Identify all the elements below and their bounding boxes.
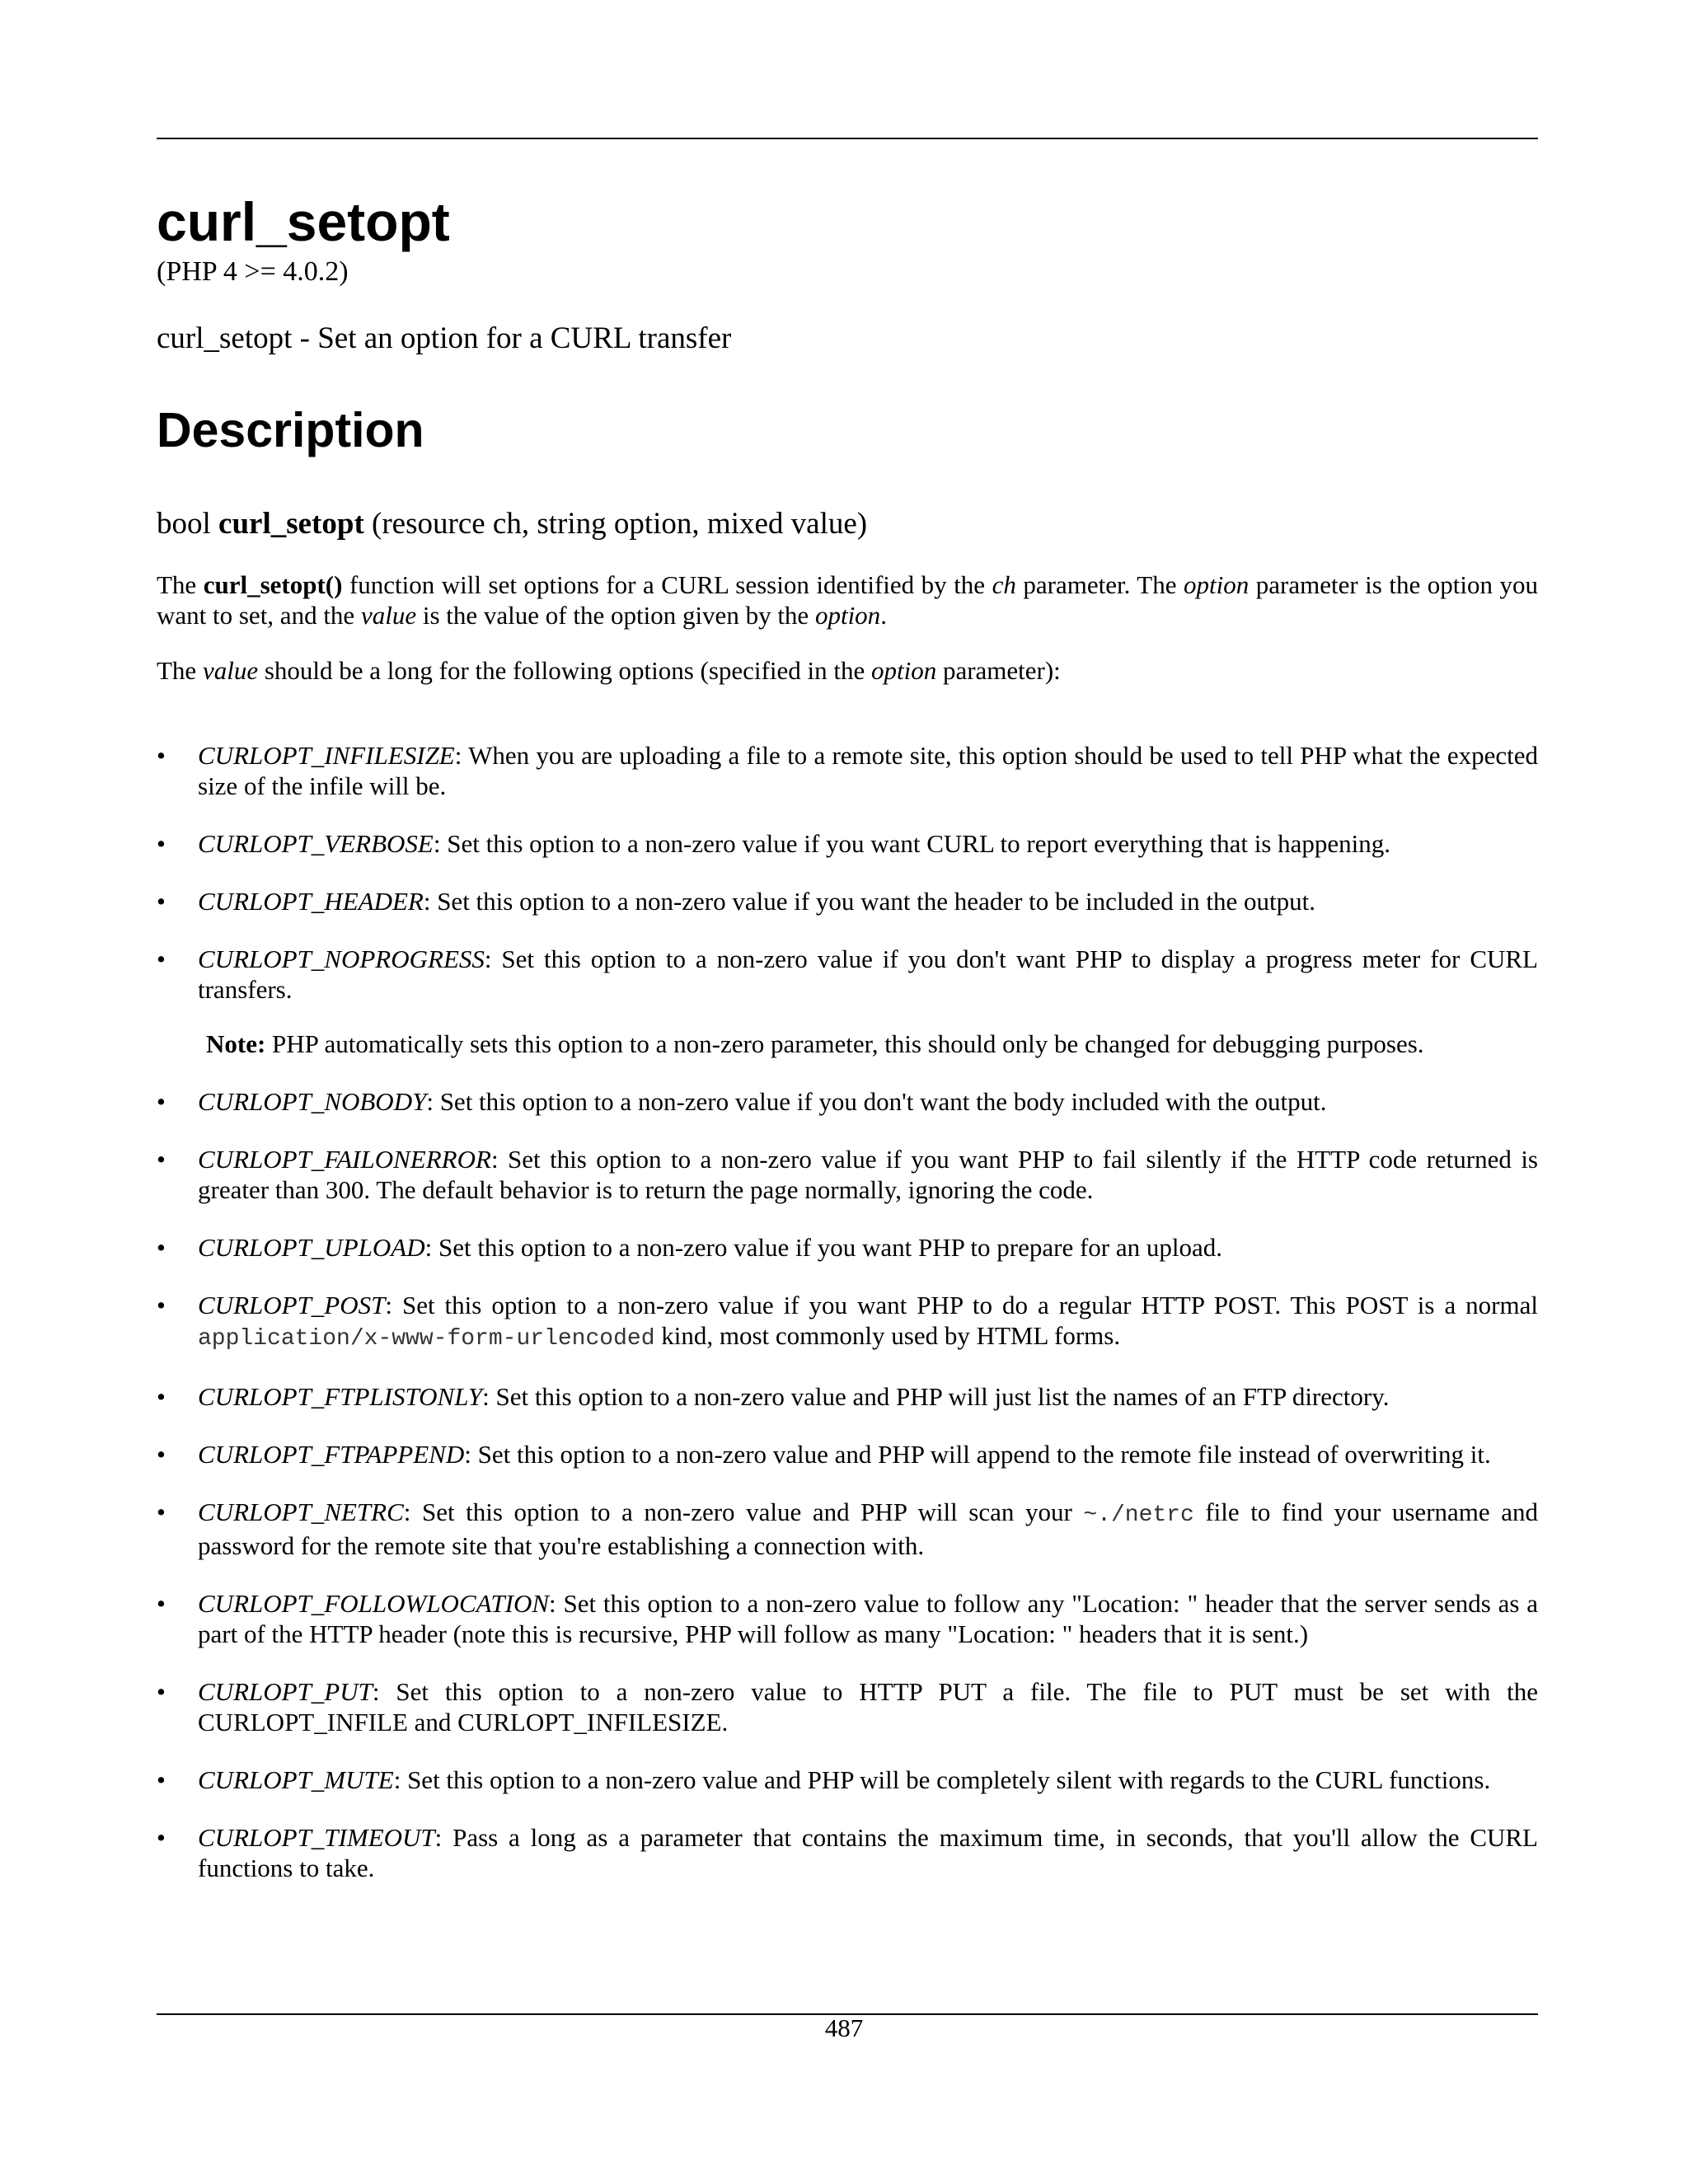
bullet-icon: • <box>157 1086 166 1116</box>
bullet-icon: • <box>157 1676 166 1706</box>
option-code: application/x-www-form-urlencoded <box>198 1325 655 1352</box>
bullet-icon: • <box>157 1588 166 1618</box>
option-item <box>157 886 1538 916</box>
para1-function-ref: curl_setopt() <box>203 569 343 599</box>
bullet-icon: • <box>157 1765 166 1794</box>
option-item <box>157 1290 1538 1354</box>
version-info: (PHP 4 >= 4.0.2) <box>157 256 349 287</box>
note-block <box>206 1029 1489 1059</box>
synopsis-function-name: curl_setopt <box>218 507 364 541</box>
description-paragraph-1 <box>157 569 1538 630</box>
option-text: : Set this option to a non-zero value to follow any "Location: " header that the server sends as a part of the HTTP header (note this is recursive, PHP will follow as many "Location: " headers that it is sent.) <box>198 1588 1538 1648</box>
option-item <box>157 1086 1538 1117</box>
function-title: curl_setopt <box>157 191 450 252</box>
synopsis-return-type: bool <box>157 507 211 541</box>
bullet-icon: • <box>157 1232 166 1262</box>
page-content <box>157 181 1538 1910</box>
option-text: : Set this option to a non-zero value to HTTP PUT a file. The file to PUT must be set with the CURLOPT_INFILE and CURLOPT_INFILESIZE. <box>198 1676 1538 1736</box>
description-paragraph-2 <box>157 655 1538 686</box>
bullet-icon: • <box>157 740 166 770</box>
note-text: PHP automatically sets this option to a non-zero parameter, this should only be changed for debugging purposes. <box>265 1029 1424 1058</box>
para1-text-6: . <box>880 600 887 630</box>
option-name: CURLOPT_NOPROGRESS <box>198 944 485 973</box>
option-item <box>157 828 1538 859</box>
option-text: : Set this option to a non-zero value and PHP will append to the remote file instead of overwriting it. <box>464 1439 1491 1469</box>
synopsis-params: (resource ch, string option, mixed value) <box>372 507 868 541</box>
option-item <box>157 1765 1538 1795</box>
bullet-icon: • <box>157 1290 166 1319</box>
option-name: CURLOPT_HEADER <box>198 886 424 916</box>
option-text: : Set this option to a non-zero value if you want PHP to prepare for an upload. <box>424 1232 1222 1262</box>
option-text: : Set this option to a non-zero value if you want the header to be included in the output. <box>423 886 1315 916</box>
option-item <box>157 1232 1538 1263</box>
options-list <box>157 740 1538 1005</box>
option-name: CURLOPT_TIMEOUT <box>198 1822 435 1852</box>
option-code: ~./netrc <box>1083 1502 1194 1528</box>
option-text: : Set this option to a non-zero value if you want PHP to do a regular HTTP POST. This POST is a normal <box>385 1290 1538 1319</box>
option-text: : Set this option to a non-zero value and PHP will just list the names of an FTP directory. <box>482 1381 1390 1411</box>
option-name: CURLOPT_FTPLISTONLY <box>198 1381 483 1411</box>
para2-param-option: option <box>870 655 937 685</box>
option-name: CURLOPT_POST <box>198 1290 386 1319</box>
bullet-icon: • <box>157 1439 166 1469</box>
option-text: : Pass a long as a parameter that contains the maximum time, in seconds, that you'll allow the CURL functions to take. <box>198 1822 1538 1882</box>
option-name: CURLOPT_FAILONERROR <box>198 1144 491 1174</box>
option-text-2: file to find your username and password for the remote site that you're establishing a connection with. <box>198 1497 1538 1560</box>
bullet-icon: • <box>157 828 166 858</box>
description-heading: Description <box>157 403 424 458</box>
option-item <box>157 1381 1538 1412</box>
option-text: : Set this option to a non-zero value if you want CURL to report everything that is happening. <box>433 828 1390 858</box>
bullet-icon: • <box>157 1497 166 1526</box>
option-text: : Set this option to a non-zero value and PHP will scan your <box>403 1497 1084 1526</box>
options-list-continued <box>157 1086 1538 1883</box>
bullet-icon: • <box>157 944 166 973</box>
option-text: : Set this option to a non-zero value if you want PHP to fail silently if the HTTP code returned is greater than 300. The default behavior is to return the page normally, ignoring the code. <box>198 1144 1538 1204</box>
para2-param-value: value <box>202 655 259 685</box>
para1-text-5: is the value of the option given by the <box>416 600 815 630</box>
function-synopsis <box>157 506 1538 542</box>
option-text: : Set this option to a non-zero value and PHP will be completely silent with regards to the CURL functions. <box>393 1765 1491 1794</box>
para1-param-value: value <box>360 600 417 630</box>
note-label: Note: <box>206 1029 266 1058</box>
option-item <box>157 1822 1538 1883</box>
para1-param-option-2: option <box>814 600 881 630</box>
option-item <box>157 944 1538 1005</box>
para1-text-3: parameter. The <box>1015 569 1184 599</box>
option-item <box>157 740 1538 801</box>
para1-text-4: parameter is the option you want to set, and the <box>157 569 1539 630</box>
option-item <box>157 1439 1538 1469</box>
para1-text-1: The <box>157 569 204 599</box>
option-name: CURLOPT_FTPAPPEND <box>198 1439 465 1469</box>
option-text-2: kind, most commonly used by HTML forms. <box>654 1320 1121 1350</box>
para1-text-2: function will set options for a CURL session identified by the <box>342 569 992 599</box>
option-item <box>157 1588 1538 1649</box>
page-number: 487 <box>824 2013 864 2042</box>
option-name: CURLOPT_UPLOAD <box>198 1232 425 1262</box>
option-text: : When you are uploading a file to a remote site, this option should be used to tell PHP what the expected size of the infile will be. <box>198 740 1538 800</box>
para1-param-ch: ch <box>992 569 1016 599</box>
option-name: CURLOPT_FOLLOWLOCATION <box>198 1588 550 1618</box>
para2-text-1: The <box>157 655 203 685</box>
option-name: CURLOPT_VERBOSE <box>198 828 434 858</box>
para2-text-3: parameter): <box>936 655 1061 685</box>
bullet-icon: • <box>157 1381 166 1411</box>
option-text: : Set this option to a non-zero value if you don't want PHP to display a progress meter for CURL transfers. <box>198 944 1538 1004</box>
bullet-icon: • <box>157 886 166 916</box>
option-name: CURLOPT_INFILESIZE <box>198 740 455 770</box>
option-text: : Set this option to a non-zero value if you don't want the body included with the output. <box>426 1086 1327 1116</box>
option-name: CURLOPT_NETRC <box>198 1497 404 1526</box>
bullet-icon: • <box>157 1822 166 1852</box>
option-item <box>157 1676 1538 1737</box>
top-rule <box>157 138 1538 139</box>
bullet-icon: • <box>157 1144 166 1174</box>
option-name: CURLOPT_MUTE <box>198 1765 394 1794</box>
function-purpose: curl_setopt - Set an option for a CURL transfer <box>157 321 732 355</box>
option-item <box>157 1497 1538 1561</box>
para2-text-2: should be a long for the following options (specified in the <box>258 655 871 685</box>
para1-param-option: option <box>1184 569 1250 599</box>
option-name: CURLOPT_PUT <box>198 1676 373 1706</box>
option-item <box>157 1144 1538 1205</box>
option-name: CURLOPT_NOBODY <box>198 1086 427 1116</box>
